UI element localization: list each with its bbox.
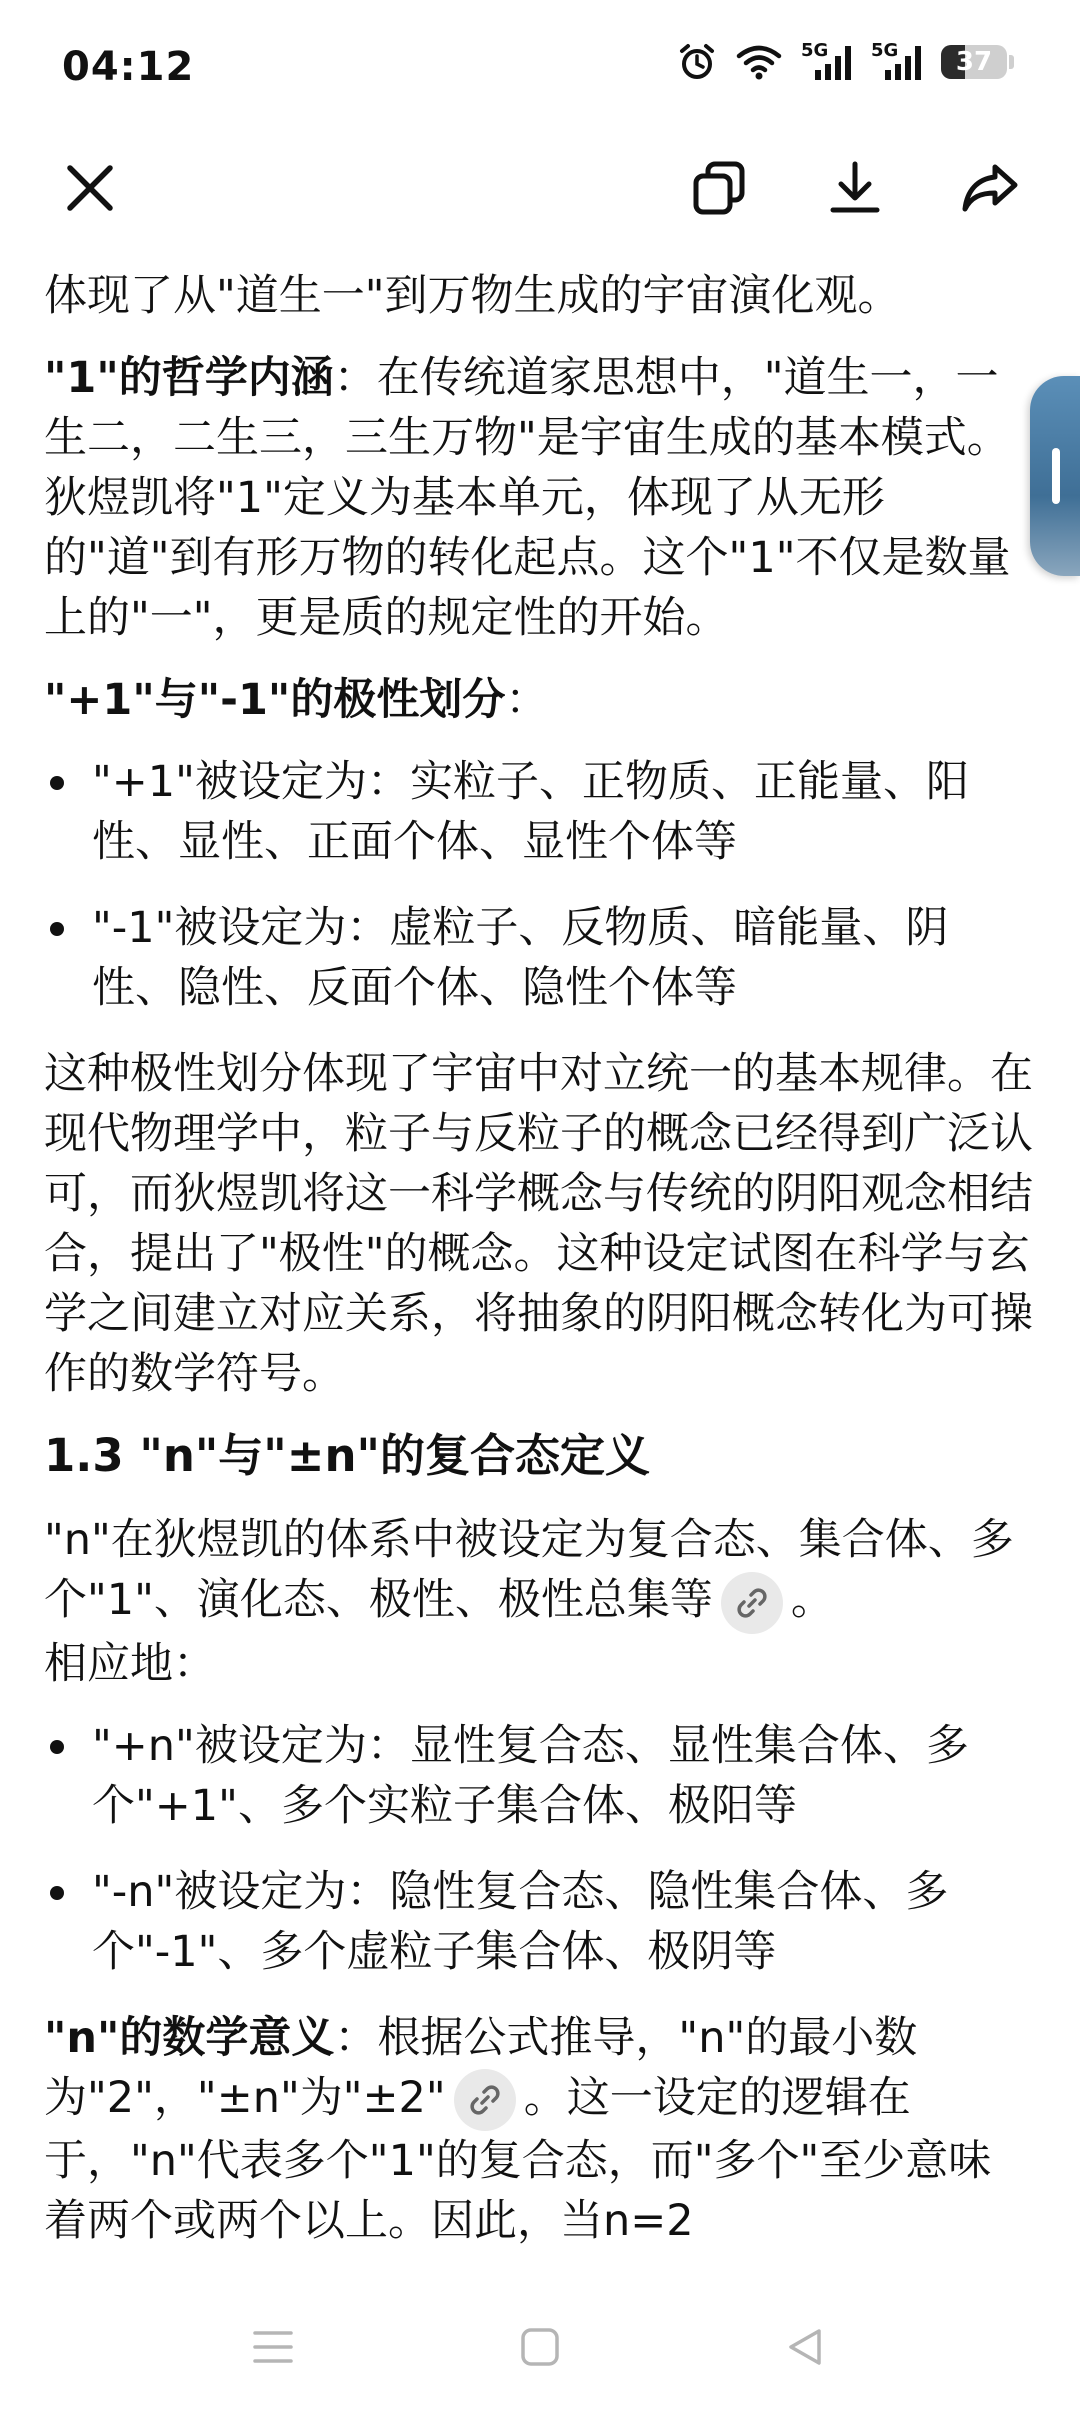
battery-icon [941, 45, 1007, 79]
list-item: "-n"被设定为：隐性复合态、隐性集合体、多个"-1"、多个虚粒子集合体、极阴等 [44, 1862, 1034, 1982]
source-link-button[interactable] [721, 1572, 783, 1634]
paragraph-n-math [44, 2008, 1034, 2252]
back-icon [783, 2325, 827, 2369]
share-icon [959, 157, 1021, 219]
article-content [44, 200, 1034, 2273]
status-time: 04:12 [62, 44, 195, 90]
polarity-list [44, 752, 1034, 1018]
system-nav-bar [0, 2272, 1080, 2412]
network-type-2: 5G [871, 40, 899, 61]
source-link-button[interactable] [454, 2069, 516, 2131]
paragraph-n-definition-tail: 相应地： [44, 1638, 216, 1689]
paragraph-n-math-text: ：根据公式推导，"n"的最小数为"2"，"±n"为"±2" [44, 2012, 918, 2123]
paragraph-n-definition-text: "n"在狄煜凯的体系中被设定为复合态、集合体、多个"1"、演化态、极性、极性总集等 [44, 1515, 1014, 1625]
top-toolbar [0, 140, 1080, 236]
status-icons [677, 42, 1014, 82]
copy-icon [690, 158, 750, 218]
status-bar [0, 0, 1080, 140]
paragraph-polarity-title: "+1"与"-1"的极性划分 [44, 675, 506, 725]
menu-icon [251, 2325, 295, 2369]
home-icon [518, 2325, 562, 2369]
nav-back-button[interactable] [770, 2312, 840, 2382]
wifi-icon [735, 42, 783, 82]
handle-bar [1052, 448, 1060, 504]
paragraph-philosophy [44, 348, 1034, 648]
download-icon [825, 158, 885, 218]
list-item: "+1"被设定为：实粒子、正物质、正能量、阳性、显性、正面个体、显性个体等 [44, 752, 1034, 872]
battery-tip [1009, 55, 1014, 69]
paragraph-n-math-after: 。这一设定的逻辑在于，"n"代表多个"1"的复合态，而"多个"至少意味着两个或两个以上。因此，当n=2 [44, 2072, 992, 2246]
paragraph-partial-top: 体现了从"道生一"到万物生成的宇宙演化观。 [44, 271, 901, 321]
list-item: "+n"被设定为：显性复合态、显性集合体、多个"+1"、多个实粒子集合体、极阳等 [44, 1716, 1034, 1836]
paragraph-philosophy-text: ：在传统道家思想中，"道生一，一生二，二生三，三生万物"是宇宙生成的基本模式。狄煜凯将"1"定义为基本单元，体现了从无形的"道"到有形万物的转化起点。这个"1"不仅是数量上的"一"，更是质的规定性的开始。 [44, 353, 1011, 643]
download-button[interactable] [815, 148, 895, 228]
link-icon [735, 1586, 769, 1620]
network-type-1: 5G [801, 40, 829, 61]
share-button[interactable] [950, 148, 1030, 228]
signal-5g-icon-2 [871, 42, 923, 82]
paragraph-polarity-explanation: 这种极性划分体现了宇宙中对立统一的基本规律。在现代物理学中，粒子与反粒子的概念已经得到广泛认可，而狄煜凯将这一科学概念与传统的阴阳观念相结合，提出了"极性"的概念。这种设定试图在科学与玄学之间建立对应关系，将抽象的阴阳概念转化为可操作的数学符号。 [44, 1049, 1033, 1399]
paragraph-polarity-colon: ： [505, 675, 549, 725]
nav-home-button[interactable] [505, 2312, 575, 2382]
paragraph-polarity [44, 670, 1034, 730]
close-button[interactable] [50, 148, 130, 228]
list-item: "-1"被设定为：虚粒子、反物质、暗能量、阴性、隐性、反面个体、隐性个体等 [44, 898, 1034, 1018]
alarm-icon [677, 42, 717, 82]
signal-5g-icon-1 [801, 42, 853, 82]
section-heading: 1.3 "n"与"±n"的复合态定义 [44, 1429, 650, 1482]
nav-menu-button[interactable] [238, 2312, 308, 2382]
n-definition-list [44, 1716, 1034, 1982]
paragraph-n-definition-after: 。 [790, 1575, 834, 1625]
paragraph-n-math-title: "n"的数学意义 [44, 2012, 335, 2063]
battery-level: 37 [955, 47, 993, 77]
floating-side-handle[interactable] [1030, 376, 1080, 576]
paragraph-philosophy-title: "1"的哲学内涵 [44, 353, 334, 403]
copy-button[interactable] [680, 148, 760, 228]
paragraph-n-definition [44, 1510, 1034, 1694]
link-icon [468, 2083, 502, 2117]
close-icon [62, 160, 118, 216]
